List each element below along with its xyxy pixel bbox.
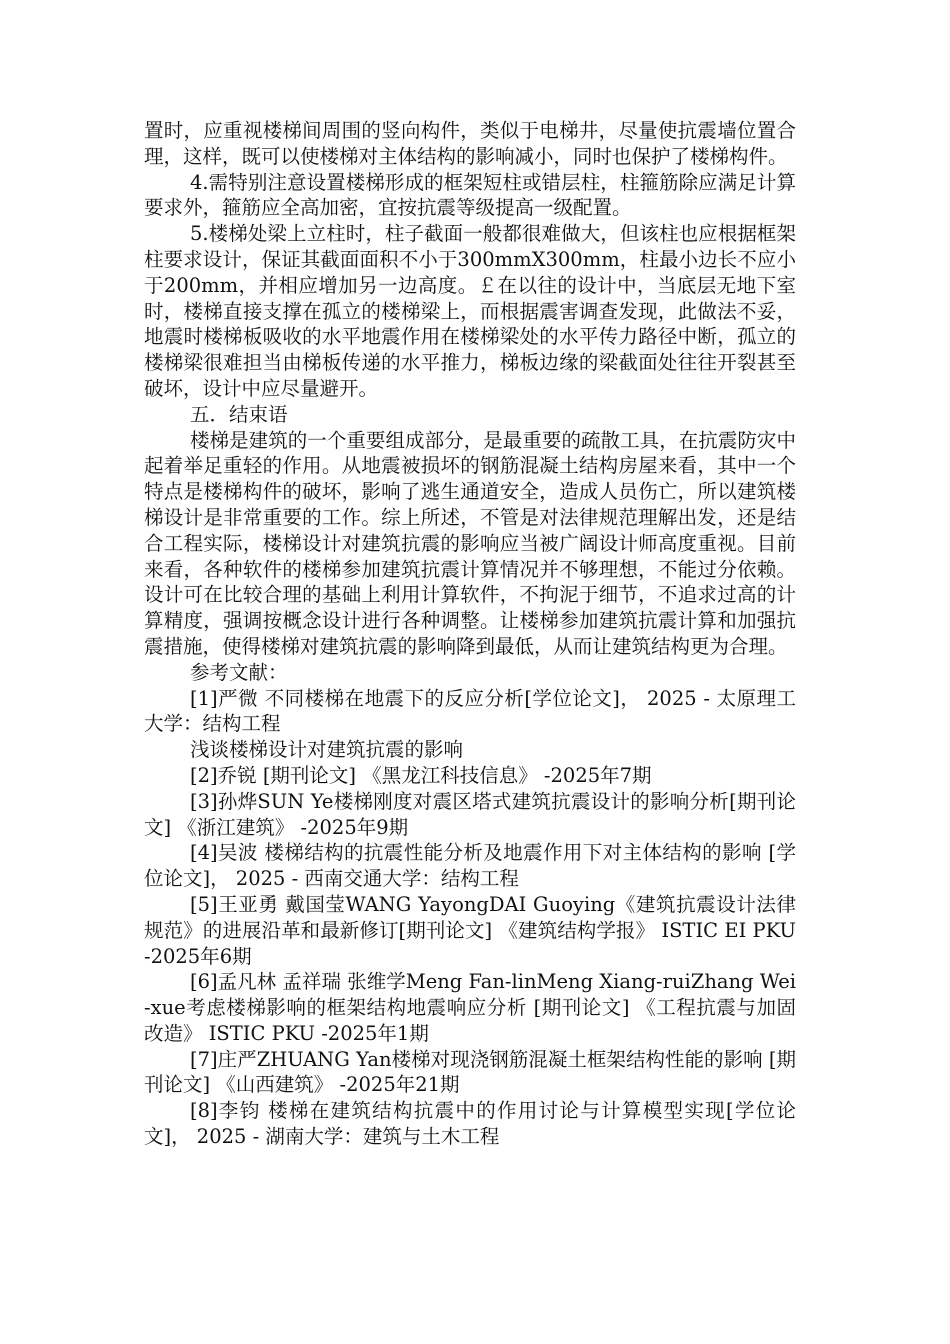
section-heading-conclusion: 五．结束语 — [190, 402, 288, 426]
reference-item-5: [5]王亚勇 戴国莹WANG YayongDAI Guoying《建筑抗震设计法律规范》的进展沿革和最新修订[期刊论文] 《建筑结构学报》 ISTIC EI PKU -2025年6期 — [144, 892, 796, 968]
document-page — [144, 118, 796, 1150]
reference-item-4: [4]吴波 楼梯结构的抗震性能分析及地震作用下对主体结构的影响 [学位论文]， 2025 - 西南交通大学：结构工程 — [144, 841, 796, 891]
document-title-line: 浅谈楼梯设计对建筑抗震的影响 — [190, 738, 464, 762]
reference-item-1: [1]严微 不同楼梯在地震下的反应分析[学位论文]， 2025 - 太原理工大学：结构工程 — [144, 686, 796, 736]
paragraph-conclusion: 楼梯是建筑的一个重要组成部分，是最重要的疏散工具，在抗震防灾中起着举足重轻的作用。从地震被损坏的钢筋混凝土结构房屋来看，其中一个特点是楼梯构件的破坏，影响了逃生通道安全，造成人员伤亡，所以建筑楼梯设计是非常重要的工作。综上所述，不管是对法律规范理解出发，还是结合工程实际，楼梯设计对建筑抗震的影响应当被广阔设计师高度重视。目前来看，各种软件的楼梯参加建筑抗震计算情况并不够理想，不能过分依赖。设计可在比较合理的基础上利用计算软件，不拘泥于细节，不追求过高的计算精度，强调按概念设计进行各种调整。让楼梯参加建筑抗震计算和加强抗震措施，使得楼梯对建筑抗震的影响降到最低，从而让建筑结构更为合理。 — [144, 428, 796, 658]
reference-item-8: [8]李钧 楼梯在建筑结构抗震中的作用讨论与计算模型实现[学位论文]， 2025 - 湖南大学：建筑与土木工程 — [144, 1099, 796, 1149]
references-heading: 参考文献： — [190, 660, 288, 684]
reference-item-2: [2]乔锐 [期刊论文] 《黑龙江科技信息》 -2025年7期 — [190, 763, 652, 787]
reference-item-6: [6]孟凡林 孟祥瑞 张维学Meng Fan-linMeng Xiang-ruiZhang Wei-xue考虑楼梯影响的框架结构地震响应分析 [期刊论文] 《工程抗震与加固改造》 ISTIC PKU -2025年1期 — [144, 970, 796, 1045]
paragraph-item-4: 4.需特别注意设置楼梯形成的框架短柱或错层柱，柱箍筋除应满足计算要求外，箍筋应全高加密，宜按抗震等级提高一级配置。 — [144, 170, 796, 220]
reference-item-7: [7]庄严ZHUANG Yan楼梯对现浇钢筋混凝土框架结构性能的影响 [期刊论文] 《山西建筑》 -2025年21期 — [144, 1047, 796, 1097]
paragraph-intro: 置时，应重视楼梯间周围的竖向构件，类似于电梯井，尽量使抗震墙位置合理，这样，既可以使楼梯对主体结构的影响减小，同时也保护了楼梯构件。 — [144, 119, 796, 168]
reference-item-3: [3]孙烨SUN Ye楼梯刚度对震区塔式建筑抗震设计的影响分析[期刊论文] 《浙江建筑》 -2025年9期 — [144, 789, 796, 839]
paragraph-item-5: 5.楼梯处梁上立柱时，柱子截面一般都很难做大，但该柱也应根据框架柱要求设计，保证其截面面积不小于300mmX300mm，柱最小边长不应小于200mm，并相应增加另一边高度。￡在以往的设计中，当底层无地下室时，楼梯直接支撑在孤立的楼梯梁上，而根据震害调查发现，此做法不妥，地震时楼梯板吸收的水平地震作用在楼梯梁处的水平传力路径中断，孤立的楼梯梁很难担当由梯板传递的水平推力，梯板边缘的梁截面处往往开裂甚至破坏，设计中应尽量避开。 — [144, 222, 796, 400]
